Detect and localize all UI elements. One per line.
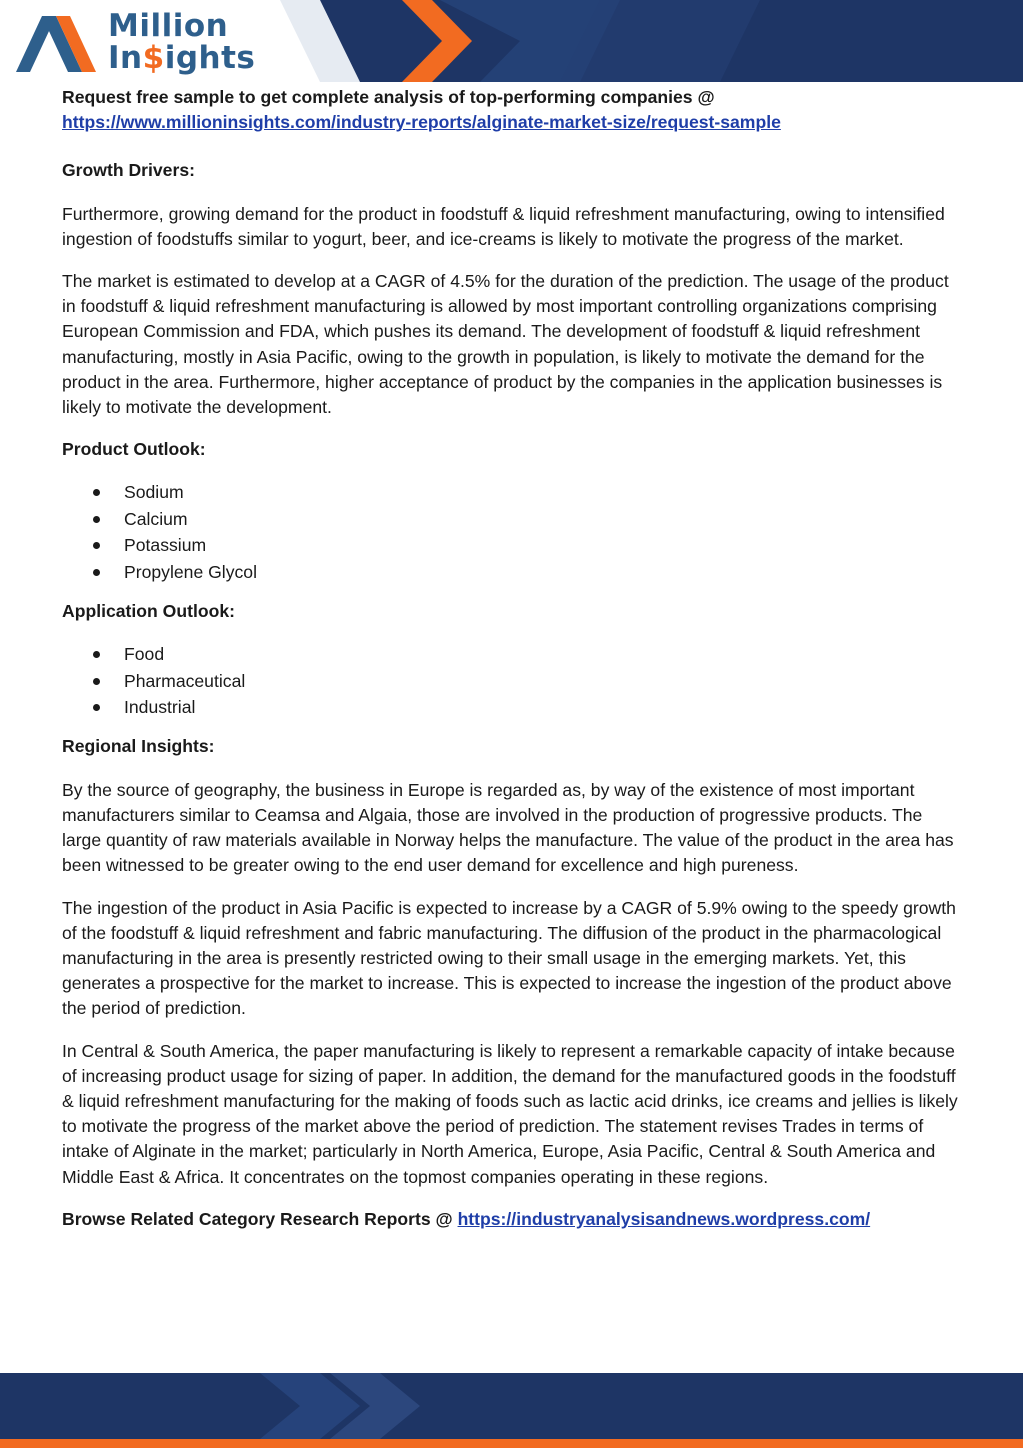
browse-related-link[interactable]: https://industryanalysisandnews.wordpress.com/ [457,1208,871,1229]
product-outlook-heading: Product Outlook: [62,439,206,460]
regional-paragraph-3: In Central & South America, the paper manufacturing is likely to represent a remarkable capacity of intake because of increasing product usage for sizing of paper. In addition, the demand for the manufactured goods in the foodstuff & liquid refreshment manufacturing for the making of foods such as lactic acid drinks, ice creams and jellies is likely to motivate the progress of the market above the period of prediction. The statement revises Trades in terms of intake of Alginate in the market; particularly in North America, Europe, Asia Pacific, Central & South America and Middle East & Africa. It concentrates on the topmost companies operating in these regions. [62,1040,958,1187]
regional-insights-heading: Regional Insights: [62,736,215,757]
document-body [62,85,962,1232]
regional-paragraph-2: The ingestion of the product in Asia Pacific is expected to increase by a CAGR of 5.9% owing to the speedy growth of the foodstuff & liquid refreshment and fabric manufacturing. The diffusion of the product in the pharmacological manufacturing in the area is presently restricted owing to their small usage in the emerging markets. Yet, this generates a prospective for the market to increase. This is expected to increase the ingestion of the product above the period of prediction. [62,897,956,1019]
logo-line-2b: ights [164,40,256,76]
product-list [62,479,962,585]
application-outlook-heading: Application Outlook: [62,601,235,622]
request-sample-text: Request free sample to get complete analysis of top-performing companies @ [62,87,715,107]
list-item: Pharmaceutical [62,668,962,694]
browse-related-text: Browse Related Category Research Reports @ [62,1208,453,1229]
million-insights-logo [12,6,256,78]
regional-paragraph-1: By the source of geography, the business in Europe is regarded as, by way of the existence of most important manufacturers similar to Ceamsa and Algaia, those are involved in the production of progressive products. The large quantity of raw materials available in Norway helps the manufacture. The value of the product in the area has been witnessed to be greater owing to the end user demand for excellence and high pureness. [62,779,954,876]
request-sample-link[interactable]: https://www.millioninsights.com/industry-reports/alginate-market-size/request-sample [62,112,781,133]
page-header [0,0,1023,82]
growth-drivers-heading: Growth Drivers: [62,160,195,181]
logo-accent: $ [142,40,165,76]
list-item: Food [62,641,962,667]
list-item: Sodium [62,479,962,505]
page-footer [0,1373,1023,1448]
growth-paragraph-2: The market is estimated to develop at a CAGR of 4.5% for the duration of the prediction. The usage of the product in foodstuff & liquid refreshment manufacturing is allowed by most important controlling organizations comprising European Commission and FDA, which pushes its demand. The development of foodstuff & liquid refreshment manufacturing, mostly in Asia Pacific, owing to the growth in population, is likely to motivate the demand for the product in the area. Furthermore, higher acceptance of product by the companies in the application businesses is likely to motivate the development. [62,271,949,418]
application-list [62,641,962,720]
list-item: Industrial [62,694,962,720]
browse-related-line [62,1207,962,1232]
logo-mark-icon [12,6,102,78]
growth-paragraph-1: Furthermore, growing demand for the product in foodstuff & liquid refreshment manufacturing, owing to intensified ingestion of foodstuffs similar to yogurt, beer, and ice-creams is likely to motivate the progress of the market. [62,203,945,249]
list-item: Calcium [62,506,962,532]
logo-line-1: Million [108,8,229,44]
list-item: Potassium [62,532,962,558]
logo-wordmark [108,10,255,74]
list-item: Propylene Glycol [62,559,962,585]
logo-line-2 [108,42,255,74]
footer-banner [0,1373,1023,1448]
logo-line-2a: In [108,40,143,76]
